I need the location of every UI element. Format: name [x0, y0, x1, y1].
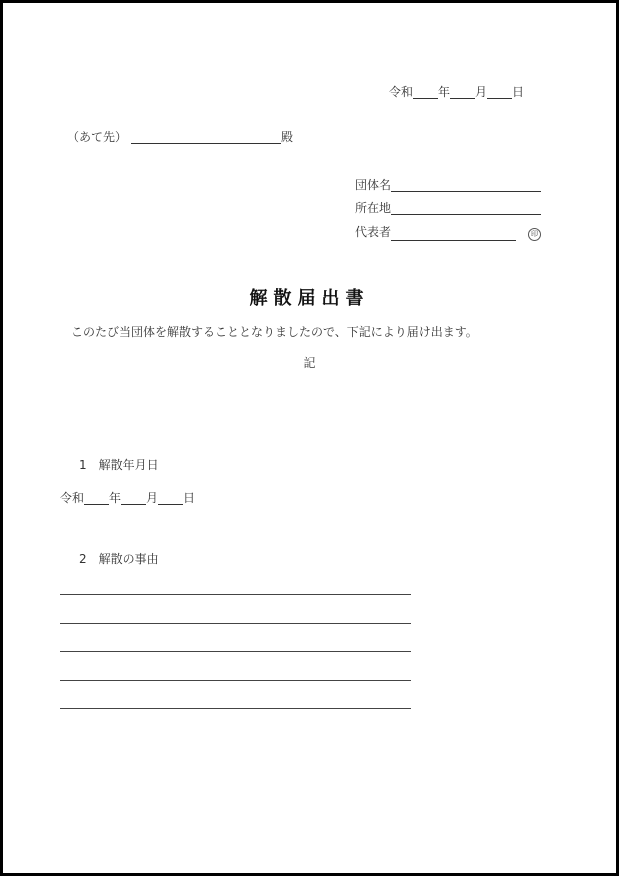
- item1-label: 解散年月日: [98, 458, 159, 472]
- addressee-line: [67, 130, 293, 144]
- sender-rep-line: [355, 225, 541, 241]
- body-text: このたび当団体を解散することとなりましたので、下記により届け出ます。: [71, 325, 478, 339]
- seal-icon: 印: [528, 228, 541, 241]
- item1-date-day: 日: [183, 491, 196, 505]
- addressee-label: （あて先）: [67, 130, 128, 144]
- header-date-year: 年: [438, 85, 451, 99]
- item2-label: 解散の事由: [98, 552, 159, 566]
- reason-line: [60, 651, 411, 652]
- item2-heading: [79, 552, 159, 566]
- ki-label: 記: [303, 356, 316, 370]
- sender-address-label: 所在地: [355, 201, 392, 215]
- sender-address-blank: [391, 202, 541, 215]
- item2-number: 2: [79, 552, 87, 566]
- reason-line: [60, 708, 411, 709]
- item1-date-year: 年: [109, 491, 122, 505]
- item1-heading: [79, 458, 159, 472]
- item1-number: 1: [79, 458, 87, 472]
- item1-date-year-blank: [84, 492, 109, 505]
- item1-date-month-blank: [121, 492, 146, 505]
- header-date-day: 日: [512, 85, 525, 99]
- addressee-blank: [131, 131, 281, 144]
- header-date-day-blank: [487, 86, 512, 99]
- header-date-era: 令和: [389, 85, 414, 99]
- header-date-month: 月: [475, 85, 488, 99]
- header-date: [389, 85, 524, 99]
- header-date-year-blank: [413, 86, 438, 99]
- reason-line: [60, 594, 411, 595]
- reason-line: [60, 680, 411, 681]
- sender-group-blank: [391, 179, 541, 192]
- sender-group-label: 団体名: [355, 178, 392, 192]
- item1-date-era: 令和: [60, 491, 85, 505]
- sender-group-line: [355, 178, 541, 192]
- item1-date: [60, 491, 195, 505]
- header-date-month-blank: [450, 86, 475, 99]
- reason-line: [60, 623, 411, 624]
- sender-address-line: [355, 201, 541, 215]
- item1-date-day-blank: [158, 492, 183, 505]
- item1-date-month: 月: [146, 491, 159, 505]
- sender-rep-label: 代表者: [355, 225, 392, 239]
- addressee-suffix: 殿: [281, 130, 294, 144]
- document-title: 解散届出書: [249, 288, 370, 309]
- sender-rep-blank: [391, 228, 516, 241]
